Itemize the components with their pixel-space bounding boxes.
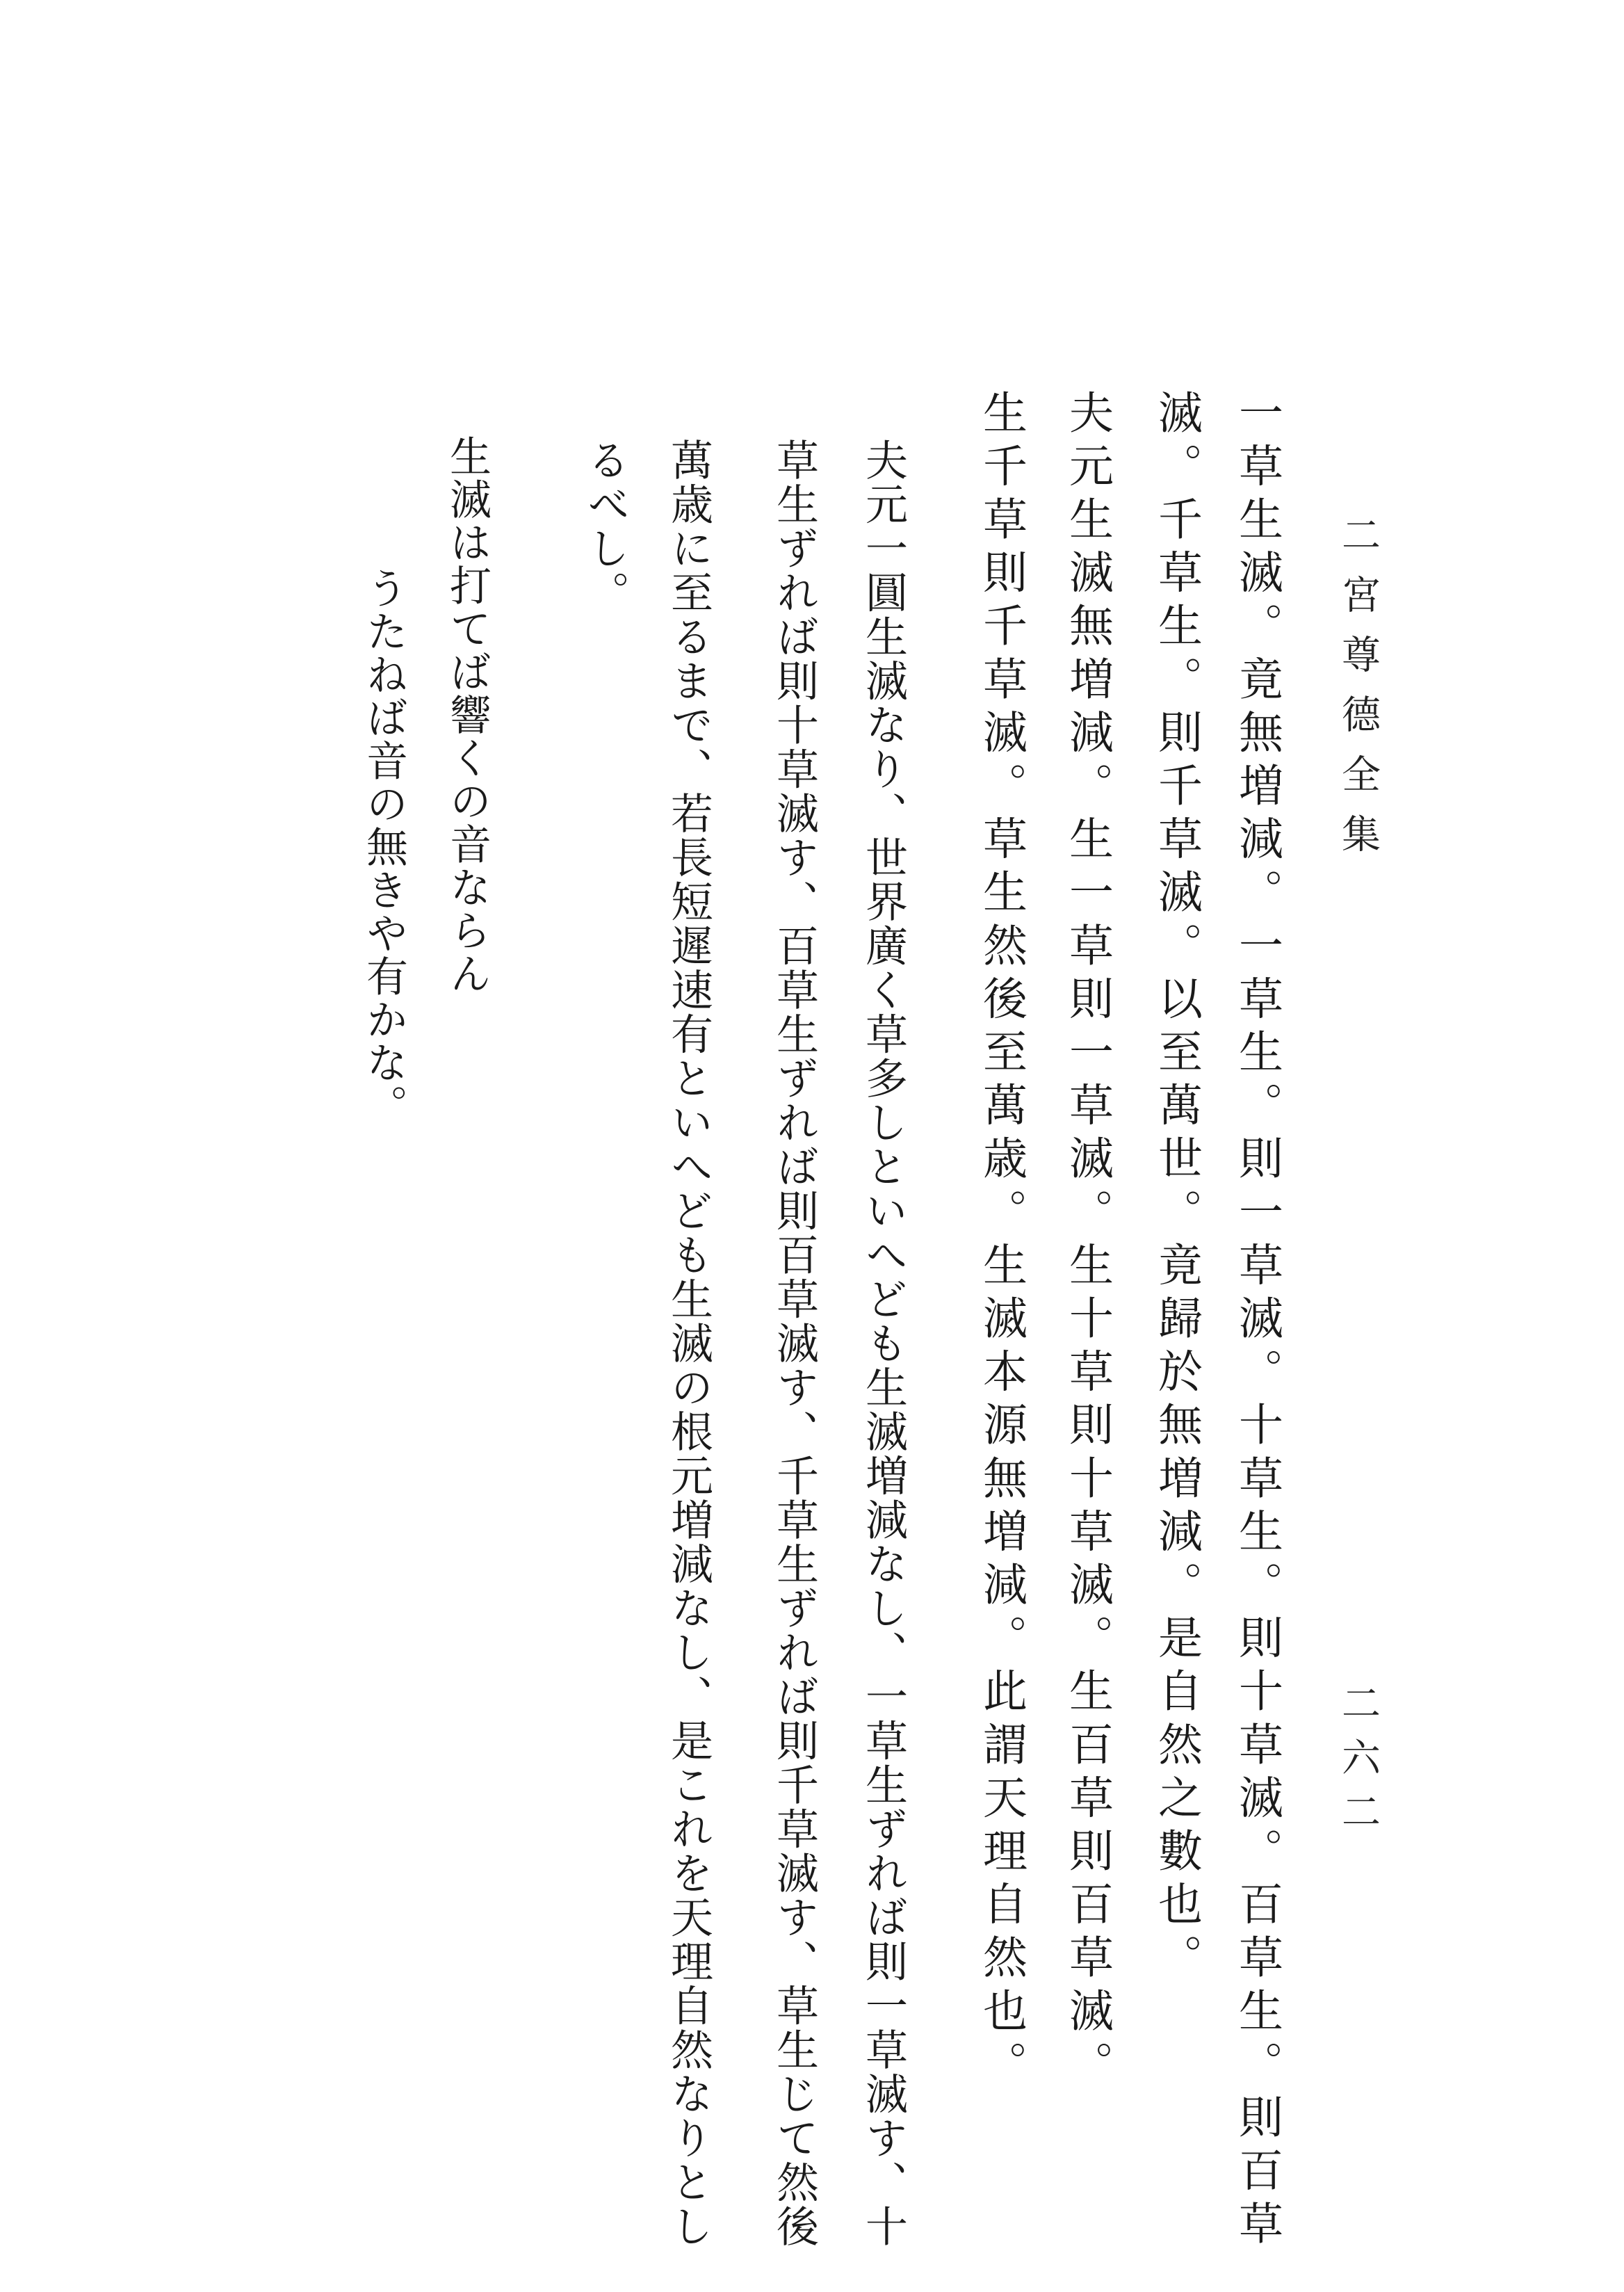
poem-line-1: 生滅は打てば響くの音ならん <box>443 435 492 995</box>
explanation-line: るべし。 <box>580 438 630 615</box>
poem-line-2: うたねば音の無きや有かな。 <box>359 567 408 1127</box>
explanation-line: 夫元一圓生滅なり、世界廣く草多しといへども生滅増減なし、一草生ずれば則一草滅す、十 <box>859 438 908 2249</box>
kanbun-line: 一草生滅。竟無増減。一草生。則一草滅。十草生。則十草滅。百草生。則百草 <box>1231 389 1283 2254</box>
book-title: 二宮尊德全集 <box>1335 515 1381 873</box>
kanbun-line: 夫元生滅無増減。生一草則一草滅。生十草則十草滅。生百草則百草滅。 <box>1062 389 1113 2095</box>
kanbun-line: 生千草則千草滅。草生然後至萬歳。生滅本源無増減。此謂天理自然也。 <box>975 389 1027 2095</box>
kanbun-line: 滅。千草生。則千草滅。以至萬世。竟歸於無増減。是自然之數也。 <box>1151 389 1202 1987</box>
explanation-line: 萬歳に至るまで、若長短遲速有といへども生滅の根元増減なし、是これを天理自然なりとし <box>664 438 713 2249</box>
page-number: 二六二 <box>1335 1683 1381 1846</box>
explanation-line: 草生ずれば則十草滅す、百草生ずれば則百草滅す、千草生ずれば則千草滅す、草生じて然後 <box>770 438 819 2249</box>
